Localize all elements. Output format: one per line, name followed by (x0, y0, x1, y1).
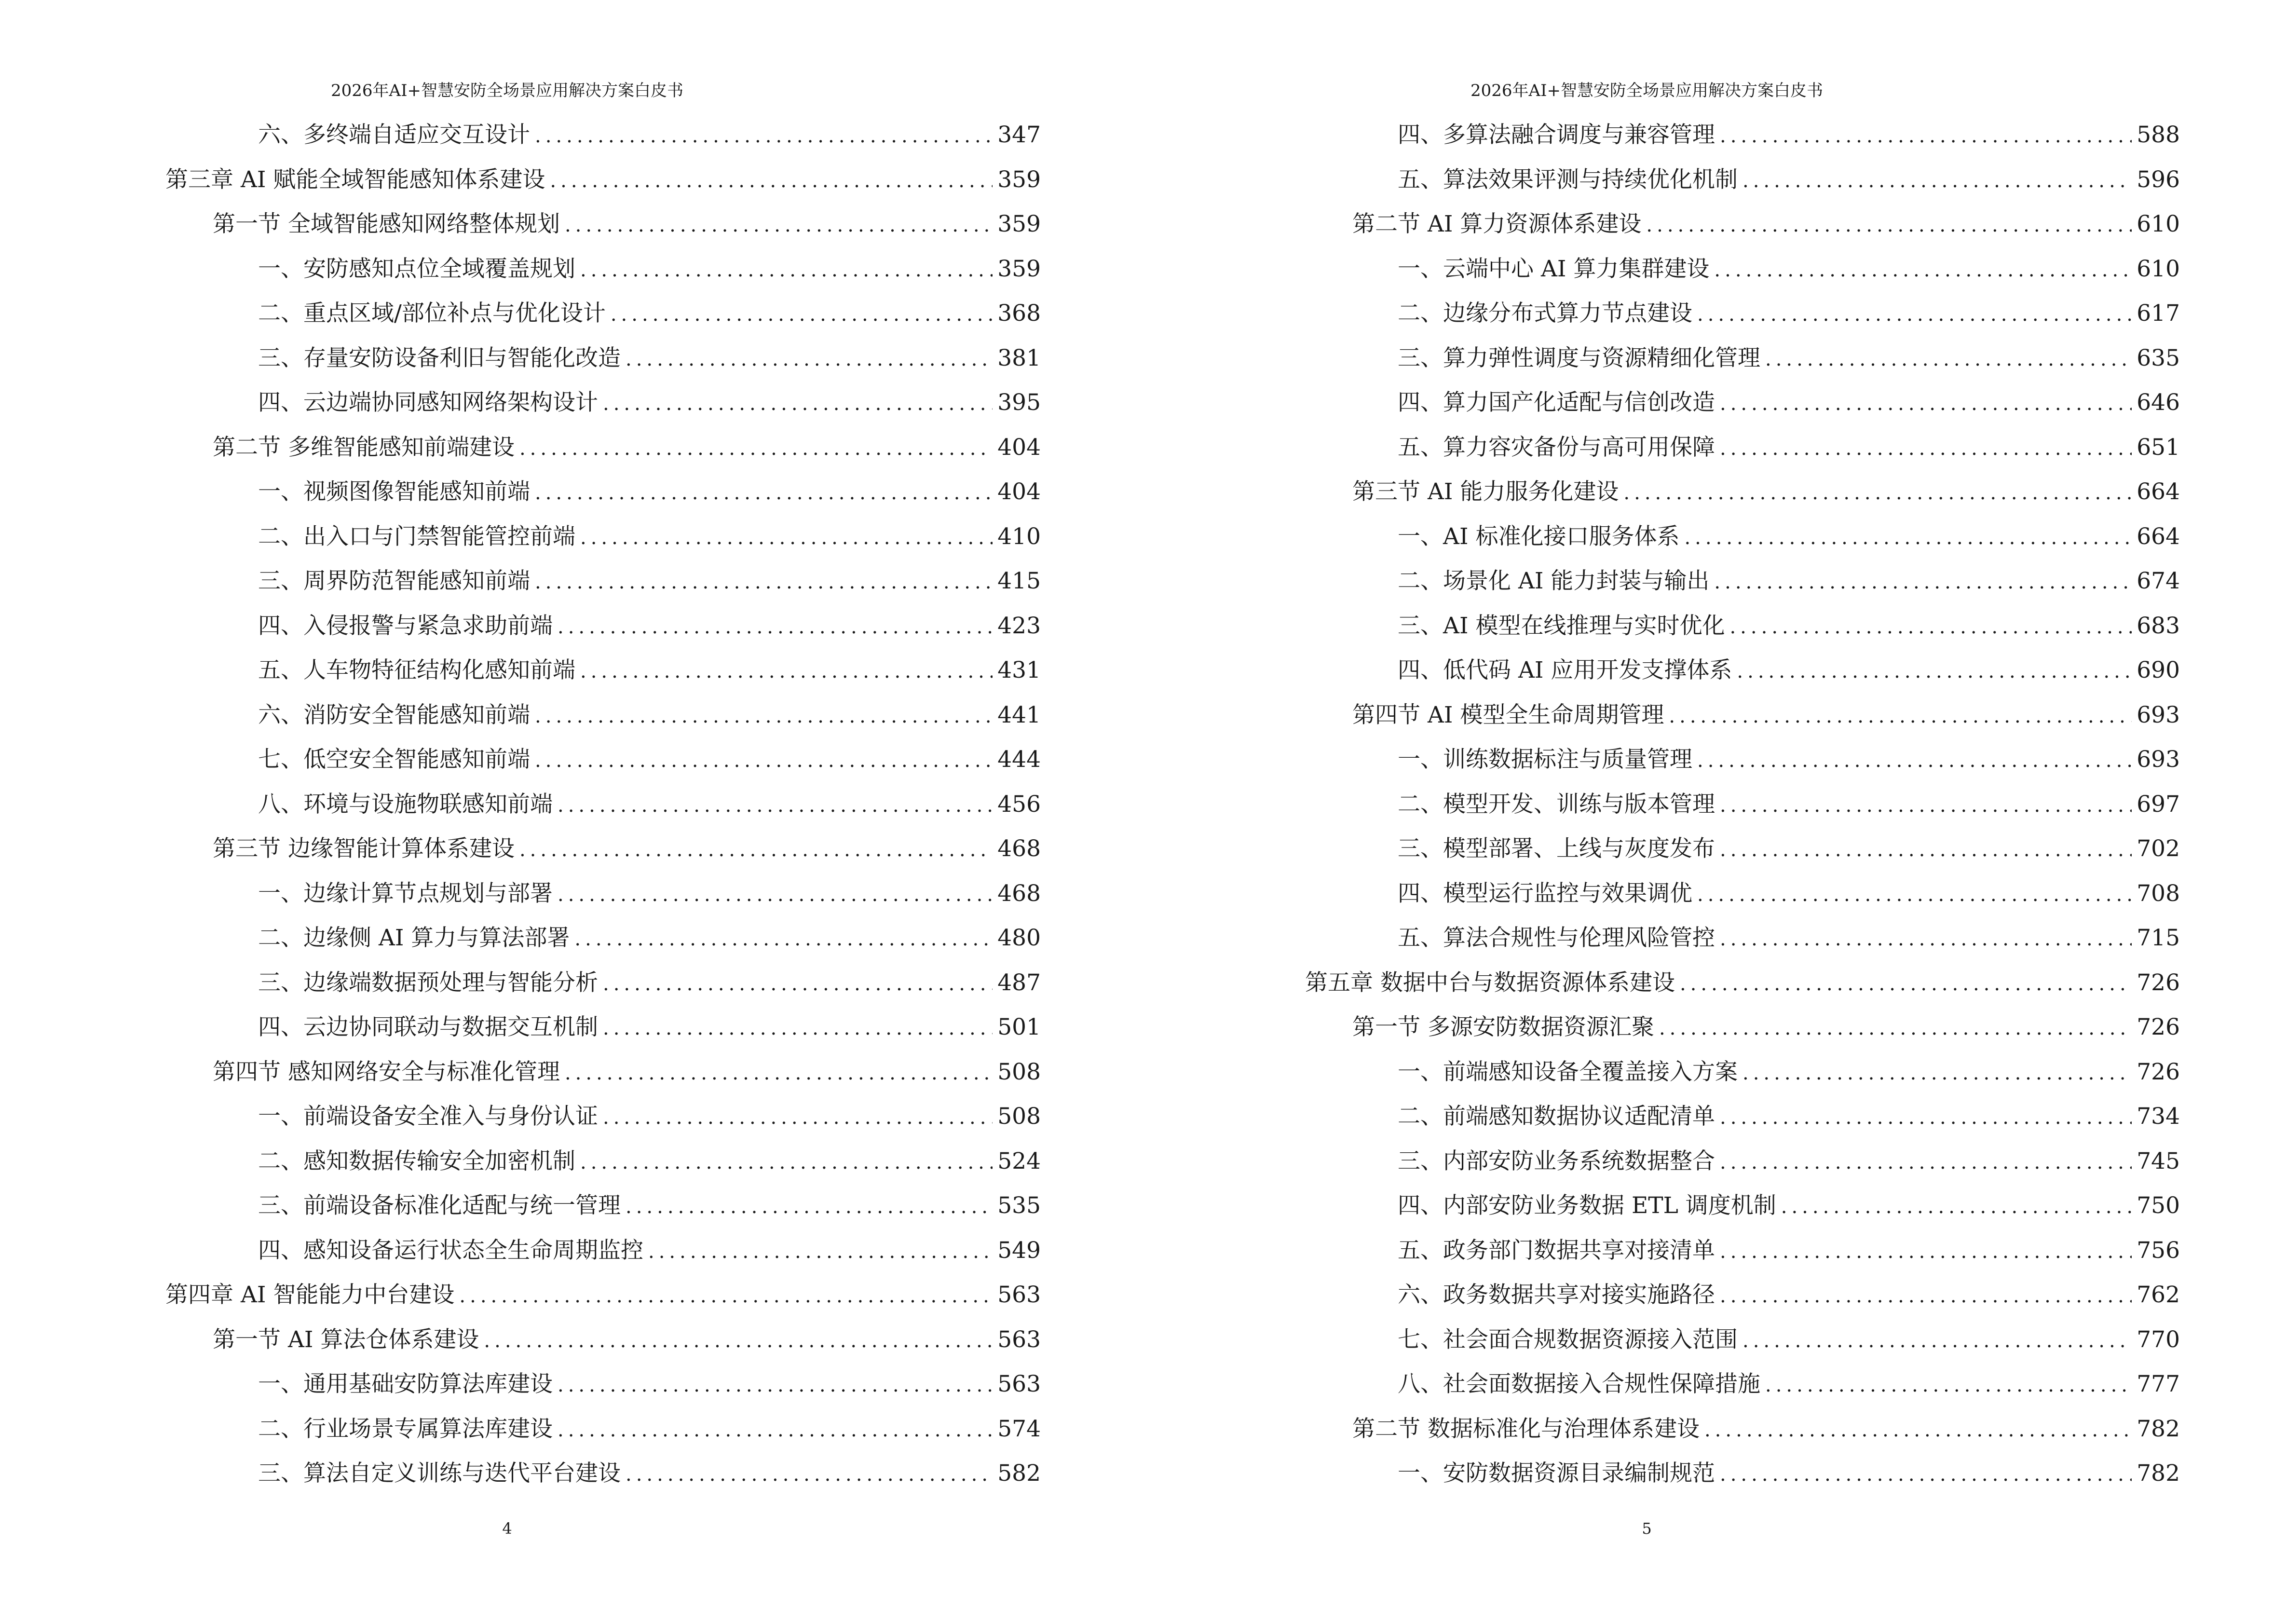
toc-page-number: 782 (2137, 1460, 2180, 1487)
toc-page-number: 690 (2137, 657, 2180, 683)
toc-page-number: 468 (997, 835, 1041, 862)
toc-title: 一、AI 标准化接口服务体系 (1398, 523, 1680, 550)
toc-title: 二、边缘分布式算力节点建设 (1398, 300, 1692, 327)
dot-leader (611, 303, 993, 326)
toc-item[interactable] (1305, 117, 2180, 162)
dot-leader (1737, 660, 2132, 682)
toc-page-number: 582 (997, 1460, 1041, 1487)
dot-leader (535, 705, 993, 727)
toc-section[interactable] (165, 1054, 1041, 1099)
toc-title: 五、算法合规性与伦理风险管控 (1398, 925, 1715, 951)
toc-section[interactable] (165, 831, 1041, 875)
toc-section[interactable] (1305, 474, 2180, 519)
toc-item[interactable] (1305, 251, 2180, 296)
toc-item[interactable] (165, 920, 1041, 965)
toc-title: 五、人车物特征结构化感知前端 (258, 657, 575, 683)
toc-item[interactable] (1305, 384, 2180, 429)
toc-item[interactable] (165, 697, 1041, 742)
toc-item[interactable] (1305, 1054, 2180, 1099)
dot-leader (603, 1106, 993, 1129)
toc-item[interactable] (1305, 340, 2180, 385)
toc-page-number: 674 (2137, 568, 2180, 594)
dot-leader (519, 437, 993, 460)
toc-title: 第二节 AI 算力资源体系建设 (1352, 211, 1642, 237)
toc-title: 一、视频图像智能感知前端 (258, 478, 530, 505)
toc-title: 一、通用基础安防算法库建设 (258, 1371, 553, 1397)
dot-leader (1720, 1106, 2132, 1129)
toc-chapter[interactable] (165, 1277, 1041, 1322)
toc-title: 二、场景化 AI 能力封装与输出 (1398, 568, 1710, 594)
dot-leader (1697, 303, 2132, 326)
toc-page-number: 395 (997, 389, 1041, 416)
toc-page-number: 468 (997, 880, 1041, 907)
toc-page-number: 508 (997, 1103, 1041, 1130)
toc-title: 一、安防感知点位全域覆盖规划 (258, 255, 575, 282)
dot-leader (580, 1151, 993, 1174)
toc-item[interactable] (165, 340, 1041, 385)
toc-page-number: 431 (997, 657, 1041, 683)
dot-leader (535, 750, 993, 772)
toc-title: 第四章 AI 智能能力中台建设 (165, 1282, 455, 1308)
toc-item[interactable] (165, 1366, 1041, 1411)
toc-title: 第一节 多源安防数据资源汇聚 (1352, 1014, 1654, 1040)
toc-page-number: 563 (997, 1326, 1041, 1353)
toc-item[interactable] (1305, 875, 2180, 920)
toc-page-number: 487 (997, 969, 1041, 996)
toc-page-number: 404 (997, 478, 1041, 505)
dot-leader (484, 1330, 993, 1352)
toc-item[interactable] (1305, 429, 2180, 474)
toc-title: 六、多终端自适应交互设计 (258, 122, 530, 148)
toc-page-number: 610 (2137, 255, 2180, 282)
dot-leader (1714, 259, 2132, 281)
dot-leader (1720, 393, 2132, 415)
toc-page-number: 423 (997, 612, 1041, 639)
toc-page-number: 508 (997, 1058, 1041, 1085)
toc-item[interactable] (165, 741, 1041, 786)
toc-item[interactable] (1305, 162, 2180, 206)
toc-title: 四、云边端协同感知网络架构设计 (258, 389, 598, 416)
toc-page-number: 726 (2137, 1014, 2180, 1040)
toc-chapter[interactable] (1305, 965, 2180, 1010)
toc-section[interactable] (165, 206, 1041, 251)
toc-list (1305, 117, 2180, 1500)
dot-leader (1729, 616, 2132, 638)
toc-title: 一、训练数据标注与质量管理 (1398, 746, 1692, 773)
dot-leader (580, 259, 993, 281)
toc-title: 一、云端中心 AI 算力集群建设 (1398, 255, 1710, 282)
toc-item[interactable] (165, 384, 1041, 429)
toc-item[interactable] (165, 474, 1041, 519)
dot-leader (558, 794, 993, 817)
toc-page-number: 359 (997, 166, 1041, 193)
dot-leader (1684, 527, 2132, 549)
dot-leader (1720, 1463, 2132, 1486)
toc-page-number: 549 (997, 1237, 1041, 1264)
toc-title: 第三节 边缘智能计算体系建设 (213, 835, 515, 862)
toc-page-number: 734 (2137, 1103, 2180, 1130)
dot-leader (1765, 348, 2132, 370)
toc-item[interactable] (165, 563, 1041, 608)
toc-page-number: 610 (2137, 211, 2180, 237)
toc-title: 第五章 数据中台与数据资源体系建设 (1305, 969, 1675, 996)
toc-item[interactable] (1305, 1322, 2180, 1366)
toc-title: 三、前端设备标准化适配与统一管理 (258, 1192, 621, 1219)
dot-leader (565, 1062, 993, 1084)
toc-page-number: 726 (2137, 969, 2180, 996)
dot-leader (1781, 1196, 2132, 1218)
toc-item[interactable] (1305, 608, 2180, 653)
toc-item[interactable] (1305, 1455, 2180, 1500)
dot-leader (1720, 1241, 2132, 1263)
toc-item[interactable] (165, 1411, 1041, 1456)
toc-page-number: 456 (997, 791, 1041, 818)
toc-section[interactable] (1305, 206, 2180, 251)
dot-leader (580, 660, 993, 682)
dot-leader (1680, 973, 2132, 995)
toc-title: 一、前端设备安全准入与身份认证 (258, 1103, 598, 1130)
toc-page-number: 617 (2137, 300, 2180, 327)
running-header: 2026年AI+智慧安防全场景应用解决方案白皮书 (1470, 81, 1823, 100)
running-header: 2026年AI+智慧安防全场景应用解决方案白皮书 (331, 81, 683, 100)
toc-title: 第四节 AI 模型全生命周期管理 (1352, 701, 1664, 728)
toc-title: 六、消防安全智能感知前端 (258, 701, 530, 728)
toc-title: 三、边缘端数据预处理与智能分析 (258, 969, 598, 996)
toc-item[interactable] (165, 1009, 1041, 1054)
dot-leader (603, 393, 993, 415)
toc-page-number: 563 (997, 1371, 1041, 1397)
toc-page-number: 381 (997, 344, 1041, 371)
toc-item[interactable] (165, 1187, 1041, 1232)
toc-title: 第四节 感知网络安全与标准化管理 (213, 1058, 560, 1085)
toc-page-number: 535 (997, 1192, 1041, 1219)
dot-leader (535, 125, 993, 147)
dot-leader (1697, 884, 2132, 906)
toc-page-number: 777 (2137, 1371, 2180, 1397)
dot-leader (626, 1196, 993, 1218)
dot-leader (1742, 170, 2132, 192)
toc-section[interactable] (1305, 1411, 2180, 1456)
toc-title: 五、政务部门数据共享对接清单 (1398, 1237, 1715, 1264)
toc-page-number: 651 (2137, 434, 2180, 461)
dot-leader (626, 1463, 993, 1486)
toc-page-number: 715 (2137, 925, 2180, 951)
toc-page-number: 693 (2137, 701, 2180, 728)
toc-page-number: 410 (997, 523, 1041, 550)
dot-leader (1720, 839, 2132, 861)
dot-leader (558, 616, 993, 638)
toc-item[interactable] (165, 608, 1041, 653)
toc-item[interactable] (165, 519, 1041, 563)
toc-title: 一、边缘计算节点规划与部署 (258, 880, 553, 907)
toc-page-number: 683 (2137, 612, 2180, 639)
toc-page-number: 664 (2137, 478, 2180, 505)
dot-leader (648, 1241, 993, 1263)
page-right (1144, 0, 2287, 1624)
dot-leader (558, 884, 993, 906)
toc-item[interactable] (165, 875, 1041, 920)
dot-leader (1697, 750, 2132, 772)
toc-item[interactable] (165, 786, 1041, 831)
toc-item[interactable] (165, 652, 1041, 697)
toc-title: 四、模型运行监控与效果调优 (1398, 880, 1692, 907)
toc-page-number: 596 (2137, 166, 2180, 193)
toc-title: 四、入侵报警与紧急求助前端 (258, 612, 553, 639)
toc-page-number: 726 (2137, 1058, 2180, 1085)
dot-leader (550, 170, 993, 192)
toc-title: 第一节 全域智能感知网络整体规划 (213, 211, 560, 237)
toc-title: 八、社会面数据接入合规性保障措施 (1398, 1371, 1760, 1397)
dot-leader (565, 214, 993, 236)
toc-item[interactable] (1305, 1143, 2180, 1188)
toc-list (165, 117, 1041, 1500)
dot-leader (603, 973, 993, 995)
dot-leader (519, 839, 993, 861)
toc-item[interactable] (165, 1143, 1041, 1188)
toc-item[interactable] (1305, 786, 2180, 831)
toc-item[interactable] (1305, 652, 2180, 697)
toc-title: 七、低空安全智能感知前端 (258, 746, 530, 773)
toc-title: 五、算力容灾备份与高可用保障 (1398, 434, 1715, 461)
toc-page-number: 693 (2137, 746, 2180, 773)
toc-page-number: 444 (997, 746, 1041, 773)
dot-leader (1742, 1330, 2132, 1352)
toc-title: 三、模型部署、上线与灰度发布 (1398, 835, 1715, 862)
dot-leader (1720, 794, 2132, 817)
dot-leader (574, 928, 993, 950)
toc-title: 三、AI 模型在线推理与实时优化 (1398, 612, 1725, 639)
dot-leader (626, 348, 993, 370)
toc-item[interactable] (1305, 1366, 2180, 1411)
toc-title: 二、感知数据传输安全加密机制 (258, 1147, 575, 1174)
toc-title: 八、环境与设施物联感知前端 (258, 791, 553, 818)
toc-title: 七、社会面合规数据资源接入范围 (1398, 1326, 1738, 1353)
toc-page-number: 646 (2137, 389, 2180, 416)
dot-leader (558, 1374, 993, 1396)
toc-page-number: 574 (997, 1415, 1041, 1442)
dot-leader (558, 1419, 993, 1441)
dot-leader (1669, 705, 2132, 727)
toc-page-number: 404 (997, 434, 1041, 461)
toc-title: 第二节 数据标准化与治理体系建设 (1352, 1415, 1700, 1442)
toc-page-number: 441 (997, 701, 1041, 728)
toc-title: 二、边缘侧 AI 算力与算法部署 (258, 925, 570, 951)
toc-title: 三、存量安防设备利旧与智能化改造 (258, 344, 621, 371)
toc-page-number: 415 (997, 568, 1041, 594)
toc-title: 第二节 多维智能感知前端建设 (213, 434, 515, 461)
toc-item[interactable] (165, 1455, 1041, 1500)
dot-leader (535, 571, 993, 593)
dot-leader (1720, 1151, 2132, 1174)
toc-section[interactable] (1305, 697, 2180, 742)
page-number: 5 (1642, 1519, 1652, 1538)
toc-page-number: 762 (2137, 1282, 2180, 1308)
toc-page-number: 368 (997, 300, 1041, 327)
toc-item[interactable] (165, 1098, 1041, 1143)
toc-item[interactable] (1305, 563, 2180, 608)
toc-item[interactable] (165, 251, 1041, 296)
toc-page-number: 347 (997, 122, 1041, 148)
toc-page-number: 664 (2137, 523, 2180, 550)
toc-title: 三、算法自定义训练与迭代平台建设 (258, 1460, 621, 1487)
toc-item[interactable] (165, 1232, 1041, 1277)
dot-leader (1646, 214, 2132, 236)
toc-title: 一、前端感知设备全覆盖接入方案 (1398, 1058, 1738, 1085)
toc-item[interactable] (1305, 1232, 2180, 1277)
dot-leader (1742, 1062, 2132, 1084)
toc-title: 六、政务数据共享对接实施路径 (1398, 1282, 1715, 1308)
toc-page-number: 635 (2137, 344, 2180, 371)
toc-page-number: 770 (2137, 1326, 2180, 1353)
dot-leader (1720, 125, 2132, 147)
dot-leader (1623, 482, 2132, 504)
toc-title: 第三节 AI 能力服务化建设 (1352, 478, 1619, 505)
toc-title: 四、多算法融合调度与兼容管理 (1398, 122, 1715, 148)
dot-leader (1659, 1017, 2132, 1039)
toc-item[interactable] (1305, 1277, 2180, 1322)
toc-item[interactable] (165, 965, 1041, 1010)
dot-leader (535, 482, 993, 504)
toc-title: 二、行业场景专属算法库建设 (258, 1415, 553, 1442)
dot-leader (1720, 1285, 2132, 1307)
toc-page-number: 782 (2137, 1415, 2180, 1442)
dot-leader (1704, 1419, 2132, 1441)
toc-item[interactable] (1305, 295, 2180, 340)
dot-leader (580, 527, 993, 549)
dot-leader (459, 1285, 993, 1307)
toc-page-number: 480 (997, 925, 1041, 951)
toc-title: 四、内部安防业务数据 ETL 调度机制 (1398, 1192, 1776, 1219)
toc-page-number: 702 (2137, 835, 2180, 862)
toc-section[interactable] (1305, 1009, 2180, 1054)
toc-page-number: 756 (2137, 1237, 2180, 1264)
toc-chapter[interactable] (165, 162, 1041, 206)
toc-item[interactable] (165, 295, 1041, 340)
toc-item[interactable] (165, 117, 1041, 162)
toc-title: 五、算法效果评测与持续优化机制 (1398, 166, 1738, 193)
toc-page-number: 563 (997, 1282, 1041, 1308)
toc-title: 四、云边协同联动与数据交互机制 (258, 1014, 598, 1040)
toc-item[interactable] (1305, 831, 2180, 875)
toc-page-number: 501 (997, 1014, 1041, 1040)
toc-page-number: 708 (2137, 880, 2180, 907)
toc-title: 一、安防数据资源目录编制规范 (1398, 1460, 1715, 1487)
page-number: 4 (502, 1519, 512, 1538)
toc-title: 二、重点区域/部位补点与优化设计 (258, 300, 606, 327)
toc-page-number: 745 (2137, 1147, 2180, 1174)
toc-title: 四、算力国产化适配与信创改造 (1398, 389, 1715, 416)
dot-leader (603, 1017, 993, 1039)
dot-leader (1720, 437, 2132, 460)
toc-title: 二、模型开发、训练与版本管理 (1398, 791, 1715, 818)
toc-section[interactable] (165, 429, 1041, 474)
toc-item[interactable] (1305, 1098, 2180, 1143)
toc-title: 四、感知设备运行状态全生命周期监控 (258, 1237, 643, 1264)
toc-title: 第一节 AI 算法仓体系建设 (213, 1326, 479, 1353)
dot-leader (1765, 1374, 2132, 1396)
toc-page-number: 359 (997, 211, 1041, 237)
toc-page-number: 697 (2137, 791, 2180, 818)
toc-item[interactable] (1305, 519, 2180, 563)
toc-title: 二、出入口与门禁智能管控前端 (258, 523, 575, 550)
toc-title: 二、前端感知数据协议适配清单 (1398, 1103, 1715, 1130)
toc-item[interactable] (1305, 920, 2180, 965)
toc-page-number: 750 (2137, 1192, 2180, 1219)
toc-item[interactable] (1305, 741, 2180, 786)
toc-title: 四、低代码 AI 应用开发支撑体系 (1398, 657, 1732, 683)
toc-title: 三、内部安防业务系统数据整合 (1398, 1147, 1715, 1174)
dot-leader (1720, 928, 2132, 950)
dot-leader (1714, 571, 2132, 593)
toc-page-number: 588 (2137, 122, 2180, 148)
toc-section[interactable] (165, 1322, 1041, 1366)
toc-title: 三、周界防范智能感知前端 (258, 568, 530, 594)
toc-title: 三、算力弹性调度与资源精细化管理 (1398, 344, 1760, 371)
toc-title: 第三章 AI 赋能全域智能感知体系建设 (165, 166, 545, 193)
toc-page-number: 524 (997, 1147, 1041, 1174)
toc-item[interactable] (1305, 1187, 2180, 1232)
toc-page-number: 359 (997, 255, 1041, 282)
